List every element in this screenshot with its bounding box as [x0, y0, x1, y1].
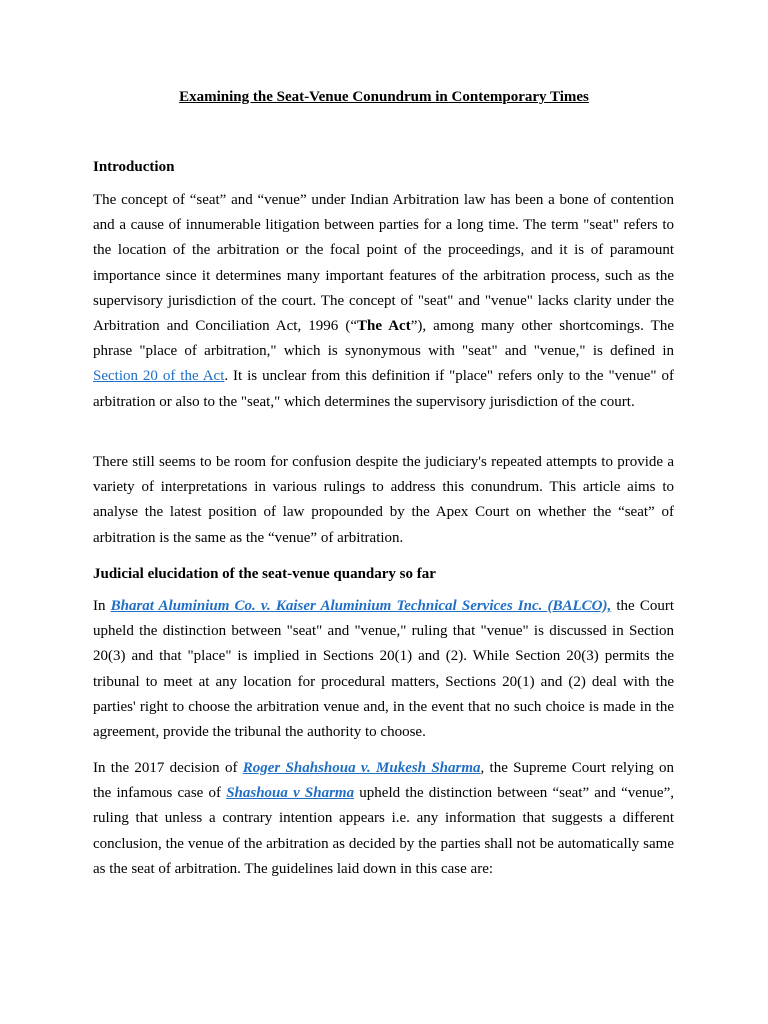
intro-paragraph-1: [93, 188, 674, 415]
section-20-link[interactable]: Section 20 of the Act: [93, 368, 225, 385]
document-title: Examining the Seat-Venue Conundrum in Contemporary Times: [179, 89, 589, 105]
balco-paragraph: [93, 594, 674, 745]
the-act-term: The Act: [356, 318, 411, 335]
roger-shahshoua-case-link[interactable]: Roger Shahshoua v. Mukesh Sharma: [242, 760, 481, 776]
shashoua-paragraph: [93, 756, 674, 882]
intro-p1-text-a: The concept of “seat” and “venue” under Indian Arbitration law has been a bone of contention and a cause of innumerable litigation between parties for a long time. The term "seat" refers to the location of the arbitration or the focal point of the proceedings, and it is of paramount importance since it determines many important features of the arbitration process, such as the supervisory jurisdiction of the court. The concept of "seat" and "venue" lacks clarity under the Arbitration and Conciliation Act, 1996 (“: [93, 192, 674, 335]
shashoua-text-c: upheld the distinction between “seat” and “venue”, ruling that unless a contrary intention appears i.e. any information that suggests a different conclusion, the venue of the arbitration as decided by the parties shall not be automatically same as the seat of arbitration. The guidelines laid down in this case are:: [93, 785, 674, 877]
judicial-elucidation-heading: Judicial elucidation of the seat-venue quandary so far: [93, 566, 436, 582]
shashoua-v-sharma-case-link[interactable]: Shashoua v Sharma: [226, 785, 355, 802]
balco-text-a: In: [93, 598, 111, 614]
shashoua-text-a: In the 2017 decision of: [93, 760, 243, 776]
intro-paragraph-2: There still seems to be room for confusion despite the judiciary's repeated attempts to provide a variety of interpretations in various rulings to address this conundrum. This article aims to analyse the latest position of law propounded by the Apex Court on whether the “seat” of arbitration is the same as the “venue” of arbitration.: [93, 454, 674, 546]
shashoua-text-b: , the Supreme Court relying on the infamous case of: [93, 760, 675, 802]
intro-p1-text-c: . It is unclear from this definition if "place" refers only to the "venue" of arbitration or also to the "seat," which determines the supervisory jurisdiction of the court.: [93, 368, 674, 410]
intro-p1-text-b: ”), among many other shortcomings. The phrase "place of arbitration," which is synonymous with "seat" and "venue," is defined in: [93, 318, 674, 360]
introduction-heading: Introduction: [93, 159, 175, 175]
balco-case-link[interactable]: Bharat Aluminium Co. v. Kaiser Aluminium Technical Services Inc. (BALCO),: [110, 598, 612, 614]
balco-text-b: the Court upheld the distinction between "seat" and "venue," ruling that "venue" is discussed in Section 20(3) and that "place" is implied in Sections 20(1) and (2). While Section 20(3) permits the tribunal to meet at any location for procedural matters, Sections 20(1) and (2) deal with the parties' right to choose the arbitration venue and, in the event that no such choice is made in the agreement, provide the tribunal the authority to choose.: [93, 598, 674, 741]
